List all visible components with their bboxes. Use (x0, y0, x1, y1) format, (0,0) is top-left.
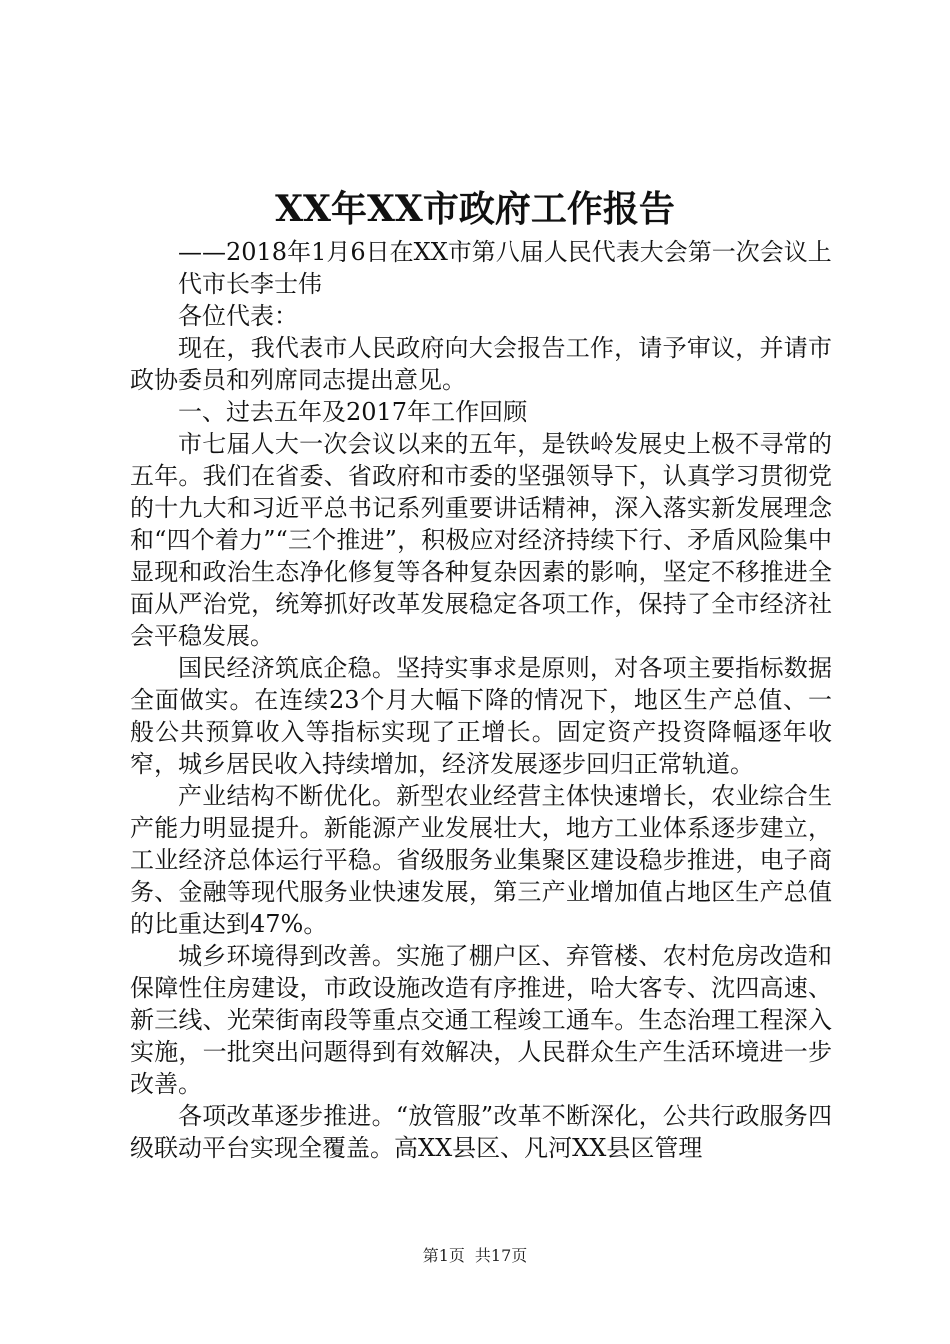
body-paragraph: 市七届人大一次会议以来的五年，是铁岭发展史上极不寻常的五年。我们在省委、省政府和市委的坚强领导下，认真学习贯彻党的十九大和习近平总书记系列重要讲话精神，深入落实新发展理念和“四个着力”“三个推进”，积极应对经济持续下行、矛盾风险集中显现和政治生态净化修复等各种复杂因素的影响，坚定不移推进全面从严治党，统筹抓好改革发展稳定各项工作，保持了全市经济社会平稳发展。 (130, 430, 832, 650)
page-total: 共17页 (474, 1246, 528, 1265)
page-footer (0, 1244, 950, 1268)
body-paragraph: 各项改革逐步推进。“放管服”改革不断深化，公共行政服务四级联动平台实现全覆盖。高XX县区、凡河XX县区管理 (130, 1102, 832, 1162)
document-title: XX年XX市政府工作报告 (275, 188, 675, 230)
document-body (130, 236, 832, 1164)
page-number: 第1页 (422, 1246, 465, 1265)
body-paragraph: 产业结构不断优化。新型农业经营主体快速增长，农业综合生产能力明显提升。新能源产业发展壮大，地方工业体系逐步建立，工业经济总体运行平稳。省级服务业集聚区建设稳步推进，电子商务、金融等现代服务业快速发展，第三产业增加值占地区生产总值的比重达到47%。 (130, 782, 832, 938)
body-paragraph: 国民经济筑底企稳。坚持实事求是原则，对各项主要指标数据全面做实。在连续23个月大幅下降的情况下，地区生产总值、一般公共预算收入等指标实现了正增长。固定资产投资降幅逐年收窄，城乡居民收入持续增加，经济发展逐步回归正常轨道。 (130, 654, 832, 778)
subtitle-paragraph: ——2018年1月6日在XX市第八届人民代表大会第一次会议上 (178, 238, 832, 266)
body-paragraph: 城乡环境得到改善。实施了棚户区、弃管楼、农村危房改造和保障性住房建设，市政设施改造有序推进，哈大客专、沈四高速、新三线、光荣街南段等重点交通工程竣工通车。生态治理工程深入实施，一批突出问题得到有效解决，人民群众生产生活环境进一步改善。 (130, 942, 832, 1098)
body-paragraph: 现在，我代表市人民政府向大会报告工作，请予审议，并请市政协委员和列席同志提出意见。 (130, 334, 832, 394)
salutation-paragraph: 各位代表： (178, 302, 298, 330)
speaker-paragraph: 代市长李士伟 (178, 270, 322, 298)
section-heading: 一、过去五年及2017年工作回顾 (178, 398, 528, 426)
